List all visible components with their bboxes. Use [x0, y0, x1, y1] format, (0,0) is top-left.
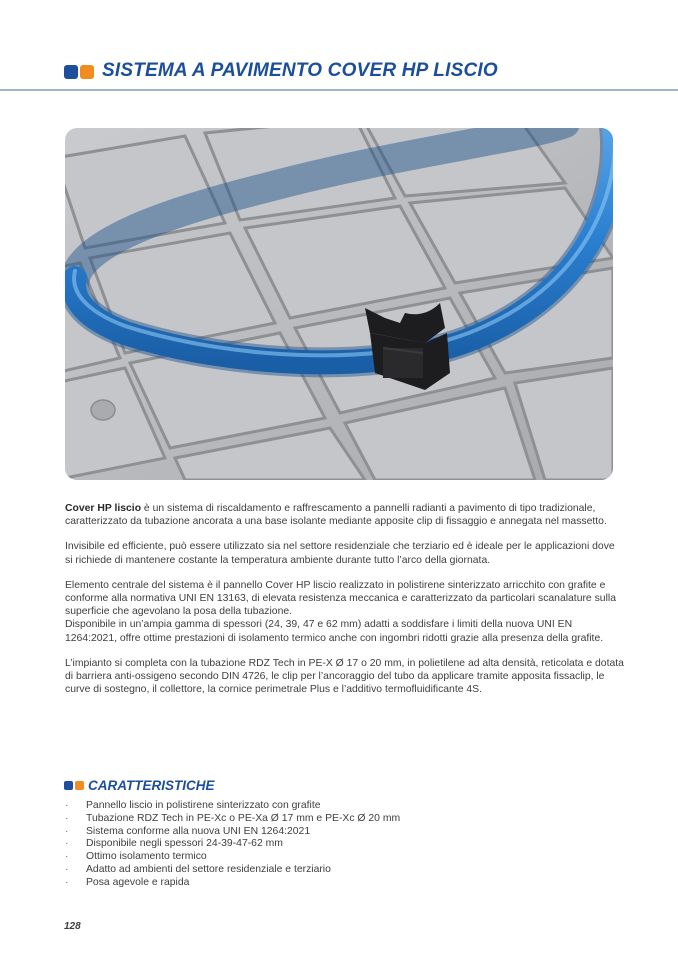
section-logo-icon	[64, 781, 84, 791]
intro-product-name: Cover HP liscio	[65, 503, 142, 514]
logo-orange-square	[80, 65, 94, 79]
list-item: · Posa agevole e rapida	[65, 877, 625, 890]
product-photo	[65, 128, 613, 480]
header-divider	[0, 89, 678, 91]
paragraph-2: Elemento centrale del sistema è il pannello Cover HP liscio realizzato in polistirene sinterizzato arricchito con grafite e conforme alla normativa UNI EN 13163, di elevata resistenza meccanica e caratterizzato da particolari scanalature sulla superficie che agevolano la posa della tubazione.	[65, 579, 616, 618]
list-item: · Ottimo isolamento termico	[65, 851, 625, 864]
intro-text: è un sistema di riscaldamento e raffrescamento a pannelli radianti a pavimento di tipo tradizionale, caratterizzato da tubazione ancorata a una base isolante mediante apposite clip di fissaggio e annegata nel massetto.	[65, 503, 607, 528]
section-logo-orange	[75, 781, 84, 790]
features-title: CARATTERISTICHE	[88, 778, 215, 793]
page-number: 128	[64, 921, 81, 932]
list-item: · Pannello liscio in polistirene sinterizzato con grafite	[65, 800, 625, 813]
list-item: · Adatto ad ambienti del settore residenziale e terziario	[65, 864, 625, 877]
section-logo-blue	[64, 781, 73, 790]
logo-blue-square	[64, 65, 78, 79]
floor-panel-photo-icon	[65, 128, 613, 480]
description-body	[65, 502, 625, 708]
paragraph-1: Invisibile ed efficiente, può essere utilizzato sia nel settore residenziale che terziario ed è ideale per le applicazioni dove si richiede di mantenere costante la temperatura ambiente durante tutto l’arco della giornata.	[65, 541, 615, 566]
list-item: · Disponibile negli spessori 24-39-47-62 mm	[65, 838, 625, 851]
intro-paragraph	[65, 502, 625, 528]
page-header	[0, 58, 678, 90]
list-item: · Sistema conforme alla nuova UNI EN 1264:2021	[65, 826, 625, 839]
list-item: · Tubazione RDZ Tech in PE-Xc o PE-Xa Ø 17 mm e PE-Xc Ø 20 mm	[65, 813, 625, 826]
brand-logo-icon	[64, 65, 94, 79]
page-title: SISTEMA A PAVIMENTO COVER HP LISCIO	[102, 60, 498, 81]
paragraph-3: Disponibile in un’ampia gamma di spessori (24, 39, 47 e 62 mm) adatti a soddisfare i limiti della nuova UNI EN 1264:2021, offre ottime prestazioni di isolamento termico anche con ingombri ridotti grazie alla presenza della grafite.	[65, 619, 604, 644]
features-list	[65, 800, 625, 890]
paragraph-4: L’impianto si completa con la tubazione RDZ Tech in PE-X Ø 17 o 20 mm, in polietilene ad alta densità, reticolata e dotata di barriera anti-ossigeno secondo DIN 4726, le clip per l’ancoraggio del tubo da applicare tramite apposita fissaclip, le curve di sostegno, il collettore, la cornice perimetrale Plus e l’additivo termofluidificante 4S.	[65, 657, 624, 696]
